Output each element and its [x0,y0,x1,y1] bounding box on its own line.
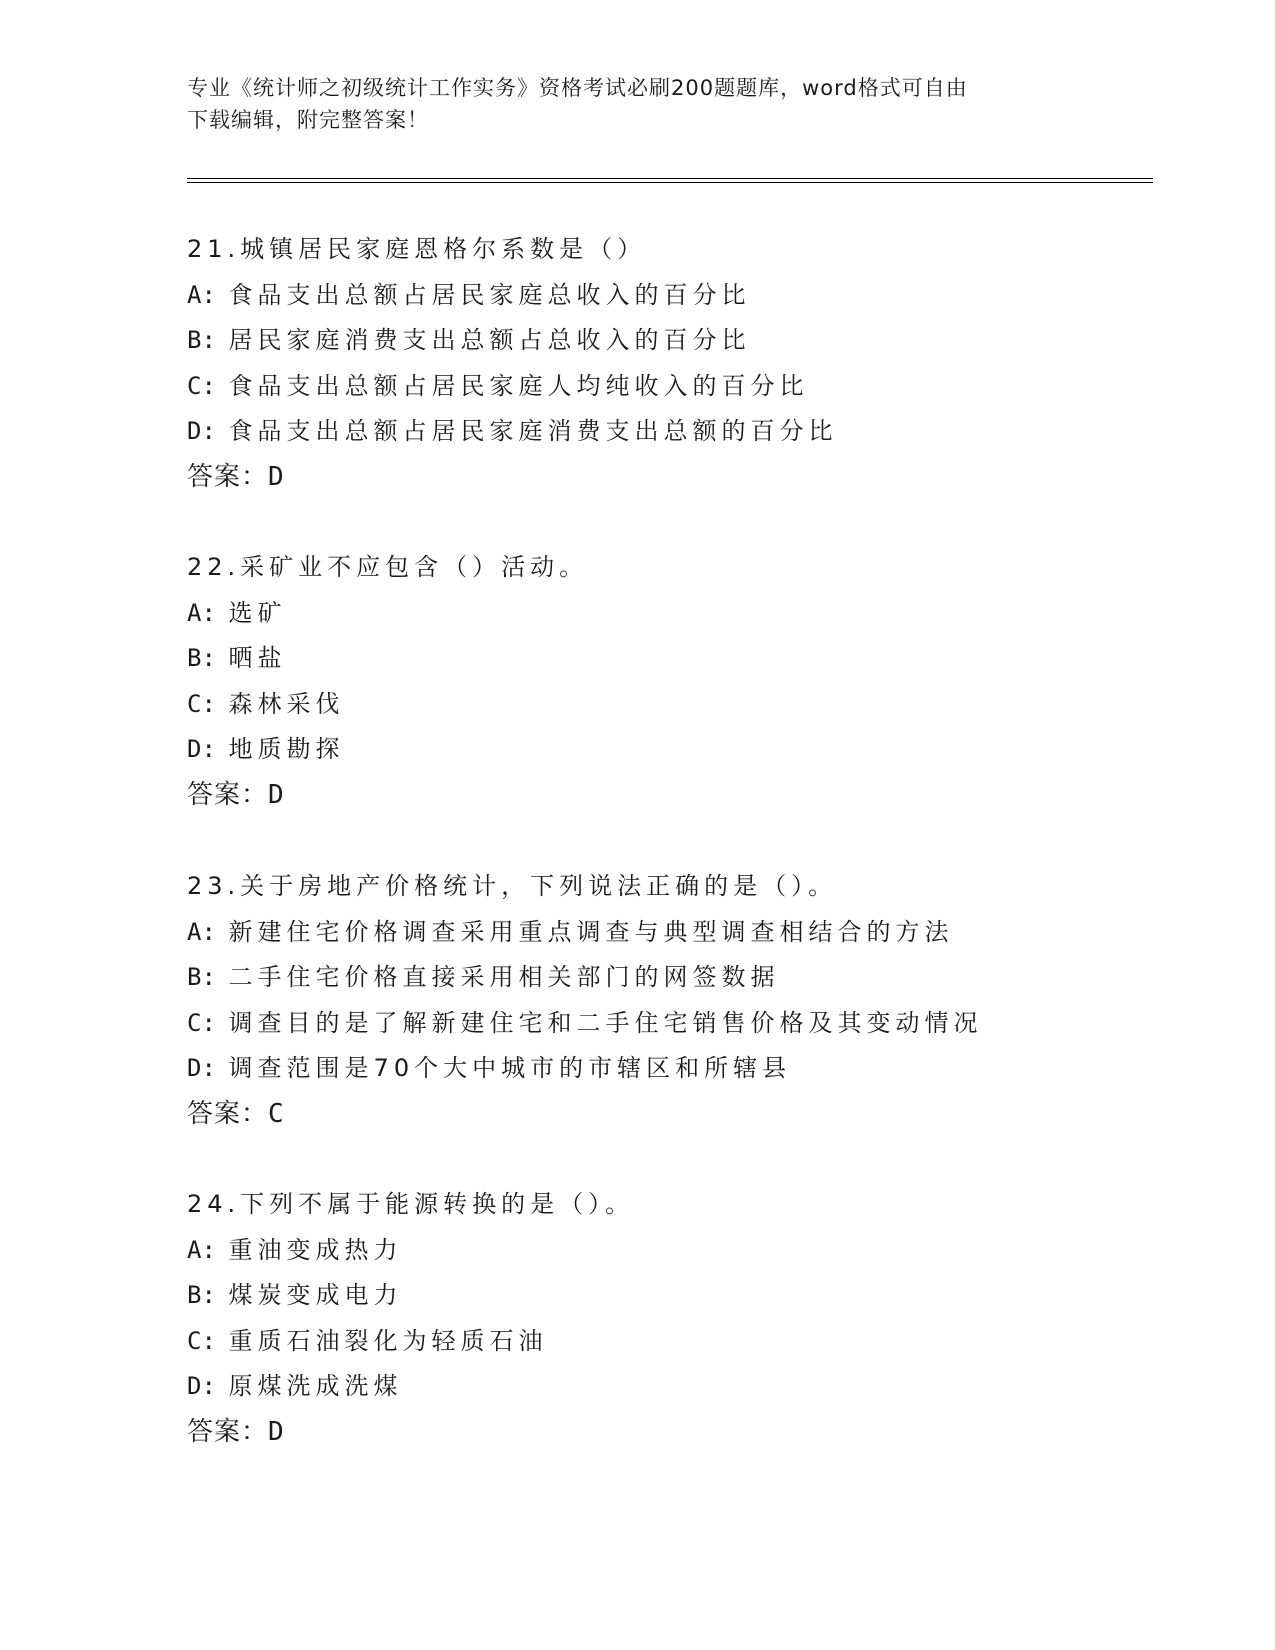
option-a [187,273,1147,319]
option-d [187,727,1147,773]
question-stem: 21.城镇居民家庭恩格尔系数是（） [187,235,647,263]
option-d [187,1046,1147,1092]
answer-value: D [268,779,285,810]
option-b [187,636,1147,682]
header-divider-bottom [187,182,1153,183]
option-text: 晒盐 [228,644,287,673]
option-text: 调查范围是70个大中城市的市辖区和所辖县 [228,1054,792,1083]
answer-line [187,1092,1147,1138]
answer-line [187,773,1147,819]
answer-line [187,455,1147,501]
option-letter: A: [187,1235,216,1264]
option-b [187,1273,1147,1319]
option-a [187,910,1147,956]
answer-label: 答案： [187,779,269,810]
option-text: 调查目的是了解新建住宅和二手住宅销售价格及其变动情况 [228,1008,983,1037]
option-letter: D: [187,1054,216,1083]
option-c [187,1319,1147,1365]
option-text: 食品支出总额占居民家庭总收入的百分比 [228,280,751,309]
question-23 [187,864,1147,1138]
header-divider-top [187,178,1153,179]
option-text: 选矿 [228,598,287,627]
question-21 [187,227,1147,501]
option-text: 地质勘探 [228,735,345,764]
answer-value: D [268,1416,285,1447]
option-letter: B: [187,1281,216,1310]
option-text: 重质石油裂化为轻质石油 [228,1326,548,1355]
answer-label: 答案： [187,1098,269,1129]
option-letter: D: [187,417,216,446]
option-letter: C: [187,1008,216,1037]
question-stem: 24.下列不属于能源转换的是（）。 [187,1190,635,1218]
option-b [187,955,1147,1001]
answer-label: 答案： [187,1416,269,1447]
header-line-2: 下载编辑，附完整答案！ [187,108,429,132]
answer-label: 答案： [187,461,269,492]
option-text: 原煤洗成洗煤 [228,1372,403,1401]
option-letter: B: [187,326,216,355]
option-text: 新建住宅价格调查采用重点调查与典型调查相结合的方法 [228,917,954,946]
option-text: 重油变成热力 [228,1235,403,1264]
option-c [187,364,1147,410]
answer-value: C [268,1098,285,1129]
option-letter: A: [187,280,216,309]
option-letter: C: [187,371,216,400]
option-text: 煤炭变成电力 [228,1281,403,1310]
option-text: 二手住宅价格直接采用相关部门的网签数据 [228,963,780,992]
option-a [187,1228,1147,1274]
option-letter: C: [187,1326,216,1355]
option-b [187,318,1147,364]
option-c [187,1001,1147,1047]
header-line-1: 专业《统计师之初级统计工作实务》资格考试必刷200题题库，word格式可自由 [187,76,968,100]
question-24 [187,1182,1147,1456]
answer-line [187,1410,1147,1456]
option-d [187,1364,1147,1410]
option-letter: B: [187,963,216,992]
option-letter: B: [187,644,216,673]
option-letter: A: [187,598,216,627]
answer-value: D [268,461,285,492]
document-header [187,72,1067,136]
option-d [187,409,1147,455]
question-22 [187,545,1147,819]
option-letter: A: [187,917,216,946]
option-a [187,591,1147,637]
option-letter: D: [187,735,216,764]
option-text: 森林采伐 [228,689,345,718]
option-text: 食品支出总额占居民家庭人均纯收入的百分比 [228,371,809,400]
option-c [187,682,1147,728]
option-letter: C: [187,689,216,718]
option-letter: D: [187,1372,216,1401]
option-text: 居民家庭消费支出总额占总收入的百分比 [228,326,751,355]
option-text: 食品支出总额占居民家庭消费支出总额的百分比 [228,417,838,446]
question-stem: 22.采矿业不应包含（）活动。 [187,553,589,581]
question-stem: 23.关于房地产价格统计，下列说法正确的是（）。 [187,872,838,900]
